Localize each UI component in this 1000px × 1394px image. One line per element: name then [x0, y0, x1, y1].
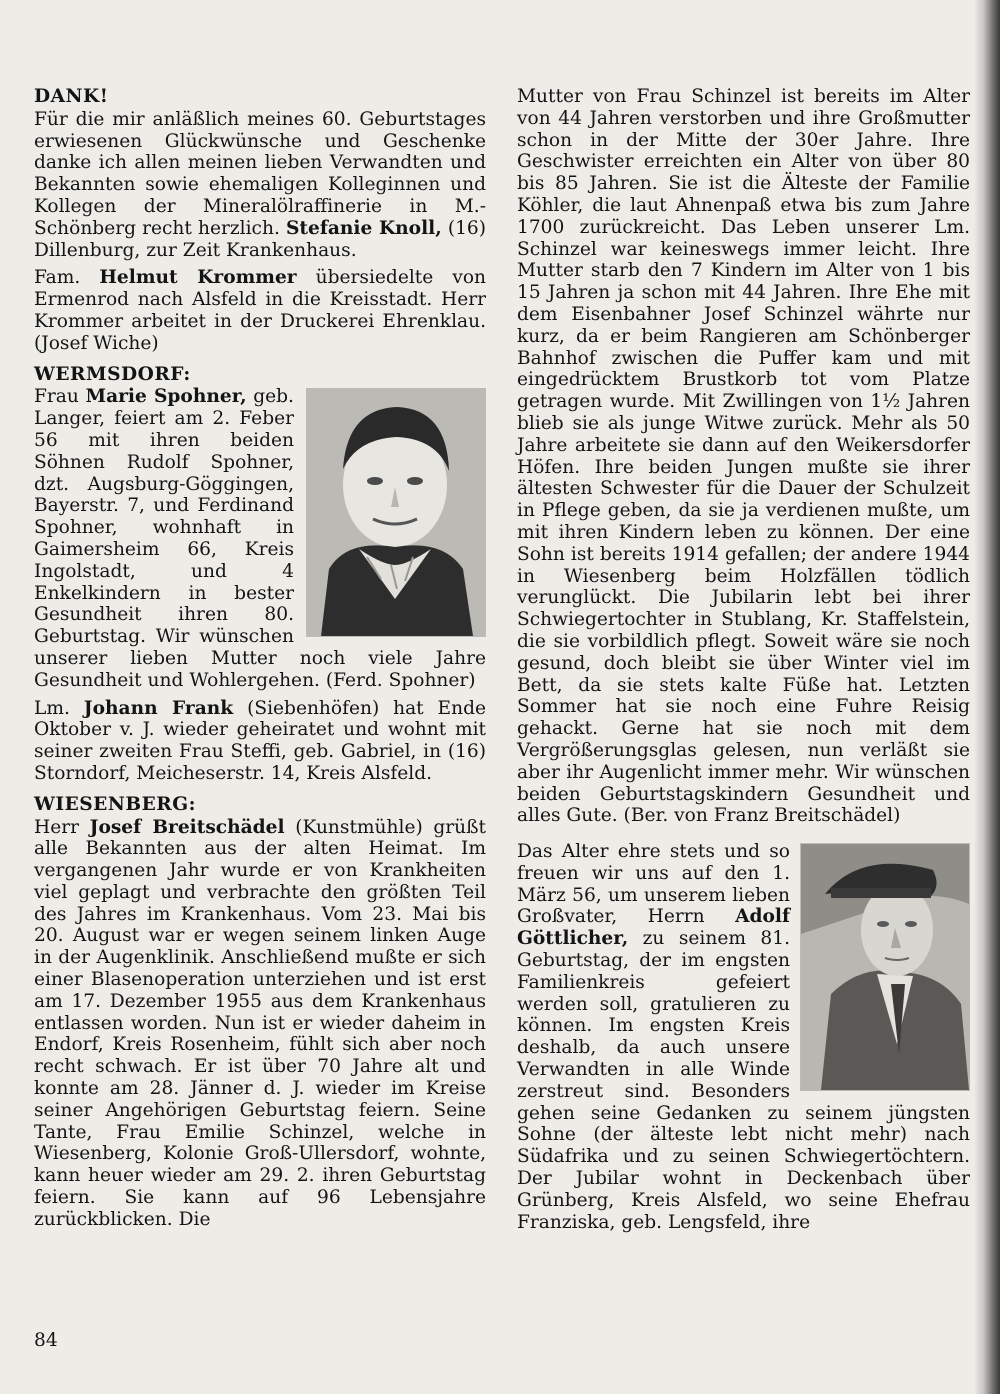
- section-heading-dank: DANK!: [34, 86, 109, 107]
- frank-name: Johann Frank: [83, 697, 234, 719]
- section-heading-wiesenberg: WIESENBERG:: [34, 793, 196, 815]
- schinzel-paragraph: Mutter von Frau Schinzel ist bereits im Alter von 44 Jahren verstorben und ihre Großmutter schon in der Mitte der 30er Jahre. Ihre Geschwister erreichten ein Alter von über 80 bis 85 Jahren. Sie ist die Älteste der Familie Köhler, die laut Ahnenpaß etwa bis zum Jahre 1700 zurückreicht. Das Leben unserer Lm. Schinzel war keineswegs immer leicht. Ihre Mutter starb den 7 Kindern im Alter von 1 bis 15 Jahren ja schon mit 44 Jahren. Ihre Ehe mit dem Eisenbahner Josef Schinzel währte nur kurz, da er beim Rangieren am Schönberger Bahnhof zwischen die Puffer kam und mit eingedrücktem Brustkorb tot vom Platze getragen wurde. Mit Zwillingen von 1½ Jahren blieb sie als junge Witwe zurück. Mehr als 50 Jahre arbeitete sie dann auf den Weikersdorfer Höfen. Ihre beiden Jungen mußte sie ihrer ältesten Schwester für die Dauer der Schulzeit in Pflege geben, da sie ja verdienen mußte, um mit ihren Kindern leben zu können. Der eine Sohn ist bereits 1914 gefallen; der andere 1944 in Wiesenberg beim Holzfällen tödlich verunglückt. Die Jubilarin lebt bei ihrer Schwiegertochter in Stublang, Kr. Staffelstein, die sie vorbildlich pflegt. Soweit wäre sie noch gesund, doch bleibt sie über Winter viel im Bett, da sie stets kalte Füße hat. Letzten Sommer hat sie noch eine Fuhre Reisig gehackt. Gerne hat sie noch mit dem Vergrößerungsglas gelesen, nun verläßt sie aber ihr Augenlicht immer mehr. Wir wünschen beiden Geburtstagskindern Gesundheit und alles Gute. (Ber. von Franz Breitschädel): [517, 86, 970, 827]
- portrait-elderly-woman-image: [307, 389, 485, 636]
- spohner-paragraph: [34, 386, 486, 691]
- spohner-text: geb. Langer, feiert am 2. Feber 56 mit ihren beiden Söhnen Rudolf Spohner, dzt. Augsburg-Göggingen, Bayerstr. 7, und Ferdinand Spohner, wohnhaft in Gaimersheim 66, Kreis Ingolstadt, und 4 Enkelkindern in bester Gesundheit ihren 80. Geburtstag. Wir wünschen unserer lieben Mutter noch viele Jahre Gesundheit und Wohlergehen. (Ferd. Spohner): [34, 386, 486, 691]
- breitschaedel-text: (Kunstmühle) grüßt alle Bekannten aus der alten Heimat. Im vergangenen Jahr wurde er von Krankheiten viel geplagt und verbrachte den größten Teil des Jahres im Krankenhaus. Vom 23. Mai bis 20. August war er wegen seinem linken Auge in der Augenklinik. Anschließend mußte er sich einer Blasenoperation unterziehen und ist erst am 17. Dezember 1955 aus dem Krankenhaus entlassen worden. Nun ist er wieder daheim in Endorf, Kreis Rosenheim, fühlt sich aber noch recht schwach. Er ist über 70 Jahre alt und konnte am 28. Jänner d. J. wieder im Kreise seiner Angehörigen Geburtstag feiern. Seine Tante, Frau Emilie Schinzel, welche in Wiesenberg, Kolonie Groß-Ullersdorf, wohnte, kann heuer wieder am 29. 2. ihren Geburtstag feiern. Sie kann auf 96 Lebensjahre zurückblicken. Die: [34, 816, 486, 1230]
- section-heading-wermsdorf: WERMSDORF:: [34, 363, 191, 385]
- breitschaedel-name: Josef Breitschädel: [89, 816, 285, 838]
- dank-signature-rest: (16) Dillenburg, zur Zeit Krankenhaus.: [34, 217, 486, 261]
- portrait-elderly-man-image: [801, 844, 969, 1090]
- krommer-name: Helmut Krommer: [99, 267, 297, 289]
- frank-paragraph: [34, 698, 486, 785]
- breitschaedel-prefix: Herr: [34, 816, 79, 838]
- page-edge-shadow: [974, 0, 1000, 1394]
- krommer-text: übersiedelte von Ermenrod nach Alsfeld in die Kreisstadt. Herr Krommer arbeitet in der Druckerei Ehrenklau. (Josef Wiche): [34, 267, 486, 354]
- dank-paragraph: [34, 109, 486, 262]
- goettlicher-paragraph: [517, 841, 970, 1233]
- spohner-name: Marie Spohner,: [85, 386, 247, 408]
- spohner-prefix: Frau: [34, 386, 79, 408]
- dank-signature-name: Stefanie Knoll,: [286, 217, 442, 239]
- right-column: [517, 86, 970, 1233]
- frank-prefix: Lm.: [34, 697, 70, 719]
- portrait-photo-adolf-goettlicher: [800, 843, 970, 1091]
- krommer-paragraph: [34, 267, 486, 354]
- goettlicher-text-b: zu seinem 81. Geburtstag, der im engsten Familienkreis gefeiert werden soll, gratulieren zu können. Im engsten Kreis deshalb, da auch unsere Verwandten in alle Winde zerstreut sind. Besonders gehen seine Gedanken zu seinem jüngsten Sohne (der älteste lebt nicht mehr) nach Südafrika und zu seinen Schwiegertöchtern. Der Jubilar wohnt in Deckenbach über Grünberg, Kreis Alsfeld, wo seine Ehefrau Franziska, geb. Lengsfeld, ihre: [517, 928, 970, 1233]
- goettlicher-name: Adolf Göttlicher,: [517, 906, 790, 950]
- dank-text: Für die mir anläßlich meines 60. Geburtstages erwiesenen Glückwünsche und Geschenke danke ich allen meinen lieben Verwandten und Bekannten sowie ehemaligen Kolleginnen und Kollegen der Mineralölraffinerie in M.-Schönberg recht herzlich.: [34, 108, 486, 239]
- goettlicher-text-a: Das Alter ehre stets und so freuen wir uns auf den 1. März 56, um unserem lieben Großvater, Herrn: [517, 841, 790, 928]
- page-number: 84: [34, 1330, 58, 1351]
- portrait-photo-marie-spohner: [306, 388, 486, 637]
- breitschaedel-paragraph: [34, 817, 486, 1231]
- left-column: [34, 86, 486, 1231]
- frank-text: (Siebenhöfen) hat Ende Oktober v. J. wieder geheiratet und wohnt mit seiner zweiten Frau Steffi, geb. Gabriel, in (16) Storndorf, Meicheserstr. 14, Kreis Alsfeld.: [34, 697, 486, 784]
- krommer-prefix: Fam.: [34, 267, 81, 289]
